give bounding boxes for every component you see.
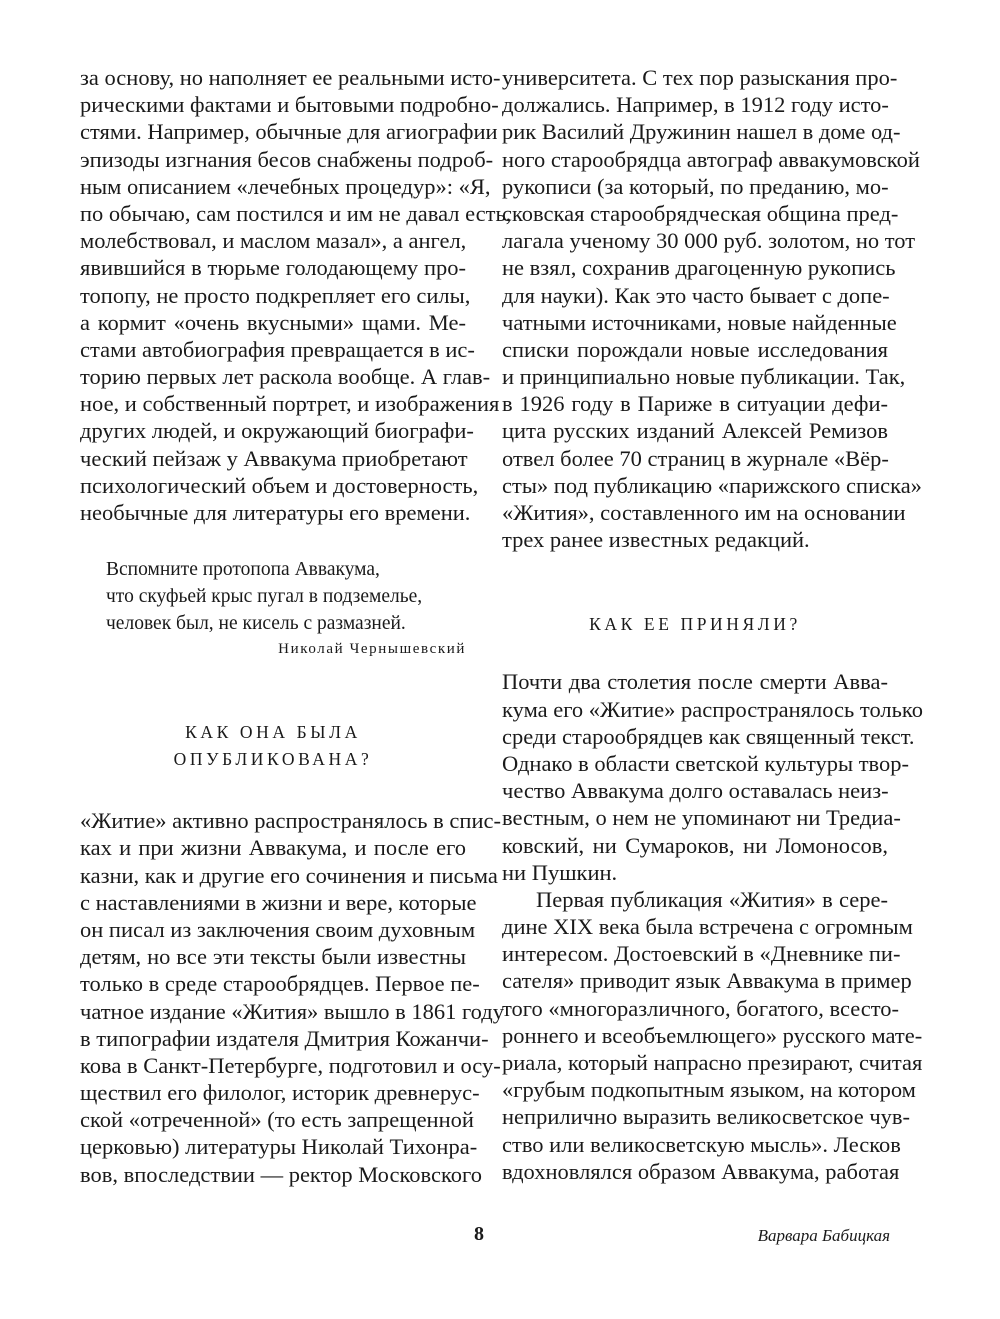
text-line: молебствовал, и маслом мазал», а ангел, [80, 228, 467, 254]
heading-line: ОПУБЛИКОВАНА? [173, 749, 373, 770]
text-line: цита русских изданий Алексей Ремизов [502, 418, 888, 444]
text-line: дине XIX века была встречена с огромным [502, 914, 913, 940]
text-line: чество Аввакума долго оставалась неиз- [502, 778, 889, 804]
text-line: Однако в области светской культуры твор- [502, 750, 910, 776]
heading-line: КАК ОНА БЫЛА [185, 722, 361, 743]
text-line: в типографии издателя Дмитрия Кожанчи- [80, 1025, 489, 1051]
running-footer-author: Варвара Бабицкая [757, 1226, 890, 1245]
section-heading [80, 719, 466, 773]
text-line: ской «отреченной» (то есть запрещенной [80, 1107, 474, 1133]
text-line: торию первых лет раскола вообще. А глав- [80, 364, 491, 390]
text-line: стями. Например, обычные для агиографии [80, 119, 498, 145]
text-line: и принципиально новые публикации. Так, [502, 364, 906, 390]
text-line: чатное издание «Жития» вышло в 1861 году [80, 998, 504, 1024]
text-line: эпизоды изгнания бесов снабжены подроб- [80, 146, 494, 172]
body-paragraph [502, 886, 923, 1185]
text-line: необычные для литературы его времени. [80, 500, 471, 525]
text-line: кума его «Житие» распространялось только [502, 696, 923, 722]
heading-line: КАК ЕЕ ПРИНЯЛИ? [589, 614, 801, 635]
text-line: Почти два столетия после смерти Авва- [502, 669, 888, 695]
text-line: ное, и собственный портрет, и изображения [80, 391, 500, 417]
text-line: других людей, и окружающий биографи- [80, 418, 474, 444]
text-line: в 1926 году в Париже в ситуации дефи- [502, 391, 888, 417]
text-line: среди старообрядцев как священный текст. [502, 723, 915, 749]
text-line: вдохновлялся образом Аввакума, работая [502, 1158, 900, 1184]
text-line: вестным, о нем не упоминают ни Тредиа- [502, 805, 901, 831]
text-line: неприлично выразить великосветское чув- [502, 1104, 910, 1130]
text-line: для науки). Как это часто бывает с допе- [502, 282, 890, 308]
text-line: интересом. Достоевский в «Дневнике пи- [502, 941, 901, 967]
section-heading [502, 611, 888, 638]
body-paragraph [502, 64, 922, 553]
epigraph [80, 556, 466, 661]
text-line: ческий пейзаж у Аввакума приобретают [80, 445, 468, 471]
left-column [80, 64, 512, 1188]
text-line: детям, но все эти тексты были известны [80, 944, 466, 970]
text-line: сковская старообрядческая община пред- [502, 200, 899, 226]
epigraph-attribution: Николай Чернышевский [278, 641, 466, 658]
text-line: не взял, сохранив драгоценную рукопись [502, 255, 896, 281]
text-line: рукописи (за который, по преданию, мо- [502, 173, 889, 199]
text-line: церковью) литературы Николай Тихонра- [80, 1134, 478, 1160]
body-paragraph [502, 668, 923, 886]
text-line: университета. С тех пор разыскания про- [502, 65, 898, 90]
text-line: риала, который напрасно презирают, считая [502, 1050, 923, 1075]
text-line: отвел более 70 страниц в журнале «Вёр- [502, 445, 889, 471]
text-line: списки порождали новые исследования [502, 336, 888, 362]
text-line: Первая публикация «Жития» в сере- [536, 886, 888, 912]
text-line: ного старообрядца автограф аввакумовской [502, 146, 920, 172]
page-number: 8 [474, 1223, 484, 1245]
text-line: рик Василий Дружинин нашел в доме од- [502, 119, 901, 145]
text-line: по обычаю, сам постился и им не давал есть, [80, 200, 512, 226]
text-line: сты» под публикацию «парижского списка» [502, 472, 922, 498]
body-paragraph [80, 807, 504, 1188]
text-line: ществил его филолог, историк древнерус- [80, 1080, 480, 1106]
text-line: ни Пушкин. [502, 859, 618, 885]
epigraph-line: человек был, не кисель с размазней. [106, 613, 406, 635]
text-line: кова в Санкт-Петербурге, подготовил и осу- [80, 1052, 501, 1078]
epigraph-line: Вспомните протопопа Аввакума, [106, 559, 380, 581]
text-line: должались. Например, в 1912 году исто- [502, 92, 889, 118]
text-line: того «многоразличного, богатого, всесто- [502, 995, 900, 1021]
text-line: трех ранее известных редакций. [502, 527, 810, 553]
text-line: явившийся в тюрьме голодающему про- [80, 255, 466, 281]
text-line: рическими фактами и бытовыми подробно- [80, 92, 499, 118]
text-line: лагала ученому 30 000 руб. золотом, но тот [502, 228, 916, 254]
text-line: «грубым подкопытным языком, на котором [502, 1077, 916, 1103]
text-line: сателя» приводит язык Аввакума в пример [502, 968, 912, 994]
text-line: вов, впоследствии — ректор Московского [80, 1161, 482, 1187]
text-line: казни, как и другие его сочинения и письма [80, 862, 498, 888]
text-line: чатными источниками, новые найденные [502, 309, 897, 335]
text-line: с наставлениями в жизни и вере, которые [80, 889, 477, 915]
body-paragraph [80, 64, 512, 526]
text-line: ках и при жизни Аввакума, и после его [80, 835, 466, 861]
text-line: за основу, но наполняет ее реальными исто- [80, 65, 501, 90]
text-line: ство или великосветскую мысль». Лесков [502, 1131, 901, 1157]
text-line: ковский, ни Сумароков, ни Ломоносов, [502, 832, 888, 858]
text-line: психологический объем и достоверность, [80, 472, 479, 498]
text-line: «Жития», составленного им на основании [502, 500, 906, 525]
text-line: «Житие» активно распространялось в спис- [80, 808, 501, 834]
text-line: ным описанием «лечебных процедур»: «Я, [80, 173, 491, 199]
right-column [502, 64, 923, 1185]
text-line: роннего и всеобъемлющего» русского мате- [502, 1022, 923, 1048]
text-line: стами автобиография превращается в ис- [80, 336, 475, 362]
text-line: а кормит «очень вкусными» щами. Ме- [80, 309, 466, 335]
text-line: только в среде старообрядцев. Первое пе- [80, 971, 480, 997]
text-line: он писал из заключения своим духовным [80, 916, 476, 942]
text-line: топопу, не просто подкрепляет его силы, [80, 282, 471, 308]
epigraph-line: что скуфьей крыс пугал в подземелье, [106, 586, 423, 608]
